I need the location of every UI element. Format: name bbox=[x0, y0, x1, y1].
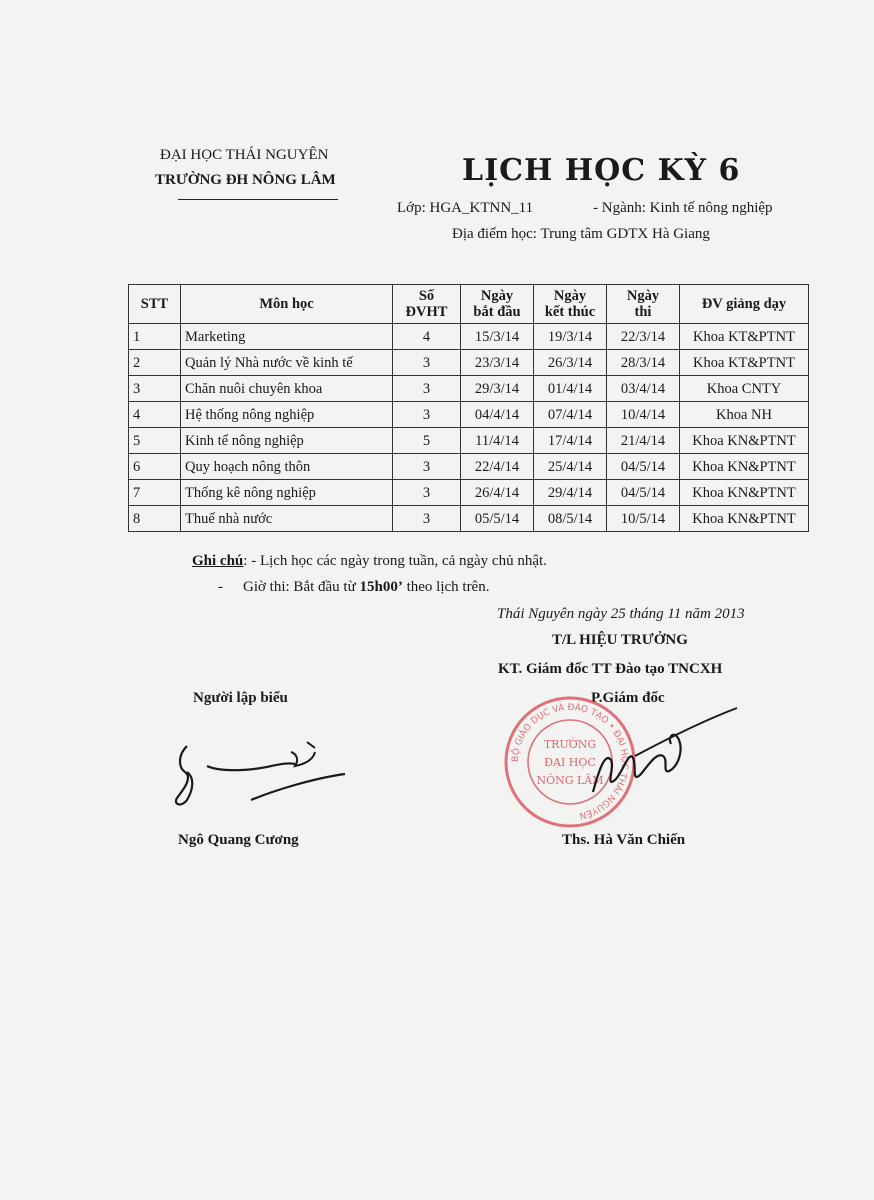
cell-dept: Khoa NH bbox=[680, 402, 809, 428]
header-stt: STT bbox=[129, 285, 181, 324]
cell-dept: Khoa KN&PTNT bbox=[680, 480, 809, 506]
cell-start: 26/4/14 bbox=[461, 480, 534, 506]
stamp-line-3: NÔNG LÂM bbox=[536, 774, 604, 787]
cell-end: 25/4/14 bbox=[534, 454, 607, 480]
schedule-table bbox=[128, 284, 809, 532]
cell-subject: Hệ thống nông nghiệp bbox=[181, 402, 393, 428]
table-row bbox=[129, 376, 809, 402]
table-row bbox=[129, 350, 809, 376]
signer-name-right: Ths. Hà Văn Chiến bbox=[562, 832, 686, 848]
cell-end: 17/4/14 bbox=[534, 428, 607, 454]
preparer-title: Người lập biểu bbox=[193, 690, 288, 706]
table-row bbox=[129, 428, 809, 454]
cell-subject: Chăn nuôi chuyên khoa bbox=[181, 376, 393, 402]
cell-exam: 03/4/14 bbox=[607, 376, 680, 402]
table-row bbox=[129, 324, 809, 350]
cell-exam: 21/4/14 bbox=[607, 428, 680, 454]
cell-subject: Thống kê nông nghiệp bbox=[181, 480, 393, 506]
cell-credits: 5 bbox=[393, 428, 461, 454]
header-credits-line2: ĐVHT bbox=[405, 304, 448, 320]
cell-credits: 3 bbox=[393, 480, 461, 506]
cell-exam: 10/5/14 bbox=[607, 506, 680, 532]
major-info: - Ngành: Kinh tế nông nghiệp bbox=[593, 200, 773, 216]
cell-credits: 3 bbox=[393, 506, 461, 532]
cell-stt: 4 bbox=[129, 402, 181, 428]
signer-title-2: KT. Giám đốc TT Đào tạo TNCXH bbox=[498, 661, 723, 677]
cell-stt: 6 bbox=[129, 454, 181, 480]
cell-end: 07/4/14 bbox=[534, 402, 607, 428]
header-start-line2: bắt đầu bbox=[473, 304, 521, 320]
table-row bbox=[129, 402, 809, 428]
cell-subject: Kinh tế nông nghiệp bbox=[181, 428, 393, 454]
cell-stt: 5 bbox=[129, 428, 181, 454]
exam-time: 15h00’ bbox=[359, 579, 403, 595]
signer-title-3: P.Giám đốc bbox=[591, 690, 665, 706]
cell-stt: 1 bbox=[129, 324, 181, 350]
cell-dept: Khoa KN&PTNT bbox=[680, 428, 809, 454]
signature-right-icon bbox=[575, 700, 745, 810]
cell-exam: 10/4/14 bbox=[607, 402, 680, 428]
note-text-1: : - Lịch học các ngày trong tuần, cả ngày chủ nhật. bbox=[243, 553, 547, 569]
cell-dept: Khoa KT&PTNT bbox=[680, 324, 809, 350]
header-divider bbox=[178, 199, 338, 200]
note-line-2 bbox=[218, 579, 489, 596]
cell-credits: 4 bbox=[393, 324, 461, 350]
cell-dept: Khoa CNTY bbox=[680, 376, 809, 402]
cell-dept: Khoa KN&PTNT bbox=[680, 506, 809, 532]
signature-left-icon bbox=[165, 738, 355, 818]
header-start-line1: Ngày bbox=[480, 288, 514, 304]
cell-stt: 2 bbox=[129, 350, 181, 376]
cell-end: 19/3/14 bbox=[534, 324, 607, 350]
cell-subject: Marketing bbox=[181, 324, 393, 350]
cell-end: 01/4/14 bbox=[534, 376, 607, 402]
cell-credits: 3 bbox=[393, 376, 461, 402]
stamp-ring-text: BỘ GIÁO DỤC VÀ ĐÀO TẠO • ĐẠI HỌC THÁI NGUYÊN bbox=[510, 702, 630, 821]
cell-stt: 3 bbox=[129, 376, 181, 402]
cell-end: 29/4/14 bbox=[534, 480, 607, 506]
header-exam-line1: Ngày bbox=[626, 288, 660, 304]
cell-subject: Quản lý Nhà nước về kinh tế bbox=[181, 350, 393, 376]
signer-title-1: T/L HIỆU TRƯỞNG bbox=[552, 632, 688, 648]
cell-start: 04/4/14 bbox=[461, 402, 534, 428]
header-end-line1: Ngày bbox=[553, 288, 587, 304]
note-text-2-prefix: Giờ thi: Bắt đầu từ bbox=[243, 579, 360, 595]
cell-stt: 7 bbox=[129, 480, 181, 506]
cell-dept: Khoa KN&PTNT bbox=[680, 454, 809, 480]
preparer-name: Ngô Quang Cương bbox=[178, 832, 299, 848]
cell-start: 23/3/14 bbox=[461, 350, 534, 376]
cell-credits: 3 bbox=[393, 350, 461, 376]
cell-subject: Thuế nhà nước bbox=[181, 506, 393, 532]
cell-exam: 22/3/14 bbox=[607, 324, 680, 350]
header-exam-line2: thi bbox=[634, 304, 652, 320]
cell-credits: 3 bbox=[393, 454, 461, 480]
note-text-2-suffix: theo lịch trên. bbox=[402, 579, 490, 595]
table-row bbox=[129, 454, 809, 480]
cell-start: 05/5/14 bbox=[461, 506, 534, 532]
header-subject: Môn học bbox=[181, 285, 393, 324]
cell-start: 22/4/14 bbox=[461, 454, 534, 480]
table-row bbox=[129, 506, 809, 532]
header-end-line2: kết thúc bbox=[544, 304, 596, 320]
cell-credits: 3 bbox=[393, 402, 461, 428]
stamp-line-2: ĐẠI HỌC bbox=[544, 756, 596, 769]
note-dash: - bbox=[218, 579, 223, 595]
cell-end: 08/5/14 bbox=[534, 506, 607, 532]
cell-stt: 8 bbox=[129, 506, 181, 532]
header-start bbox=[461, 285, 534, 324]
header-credits-line1: Số bbox=[418, 288, 435, 304]
stamp-line-1: TRƯỜNG bbox=[543, 738, 597, 751]
cell-dept: Khoa KT&PTNT bbox=[680, 350, 809, 376]
cell-start: 15/3/14 bbox=[461, 324, 534, 350]
class-info: Lớp: HGA_KTNN_11 bbox=[397, 200, 534, 216]
university-name: ĐẠI HỌC THÁI NGUYÊN bbox=[160, 147, 329, 163]
header-end bbox=[534, 285, 607, 324]
document-title: LỊCH HỌC KỲ 6 bbox=[462, 153, 741, 188]
cell-exam: 04/5/14 bbox=[607, 480, 680, 506]
cell-end: 26/3/14 bbox=[534, 350, 607, 376]
table-row bbox=[129, 480, 809, 506]
header-exam bbox=[607, 285, 680, 324]
cell-exam: 28/3/14 bbox=[607, 350, 680, 376]
cell-start: 11/4/14 bbox=[461, 428, 534, 454]
table-header-row bbox=[129, 285, 809, 324]
cell-exam: 04/5/14 bbox=[607, 454, 680, 480]
school-name: TRƯỜNG ĐH NÔNG LÂM bbox=[155, 172, 336, 188]
note-line-1 bbox=[192, 553, 547, 570]
note-label: Ghi chú bbox=[192, 553, 244, 569]
header-dept: ĐV giảng dạy bbox=[680, 285, 809, 324]
issue-date: Thái Nguyên ngày 25 tháng 11 năm 2013 bbox=[497, 606, 745, 622]
venue-info: Địa điểm học: Trung tâm GDTX Hà Giang bbox=[452, 226, 710, 242]
header-credits bbox=[393, 285, 461, 324]
cell-subject: Quy hoạch nông thôn bbox=[181, 454, 393, 480]
cell-start: 29/3/14 bbox=[461, 376, 534, 402]
